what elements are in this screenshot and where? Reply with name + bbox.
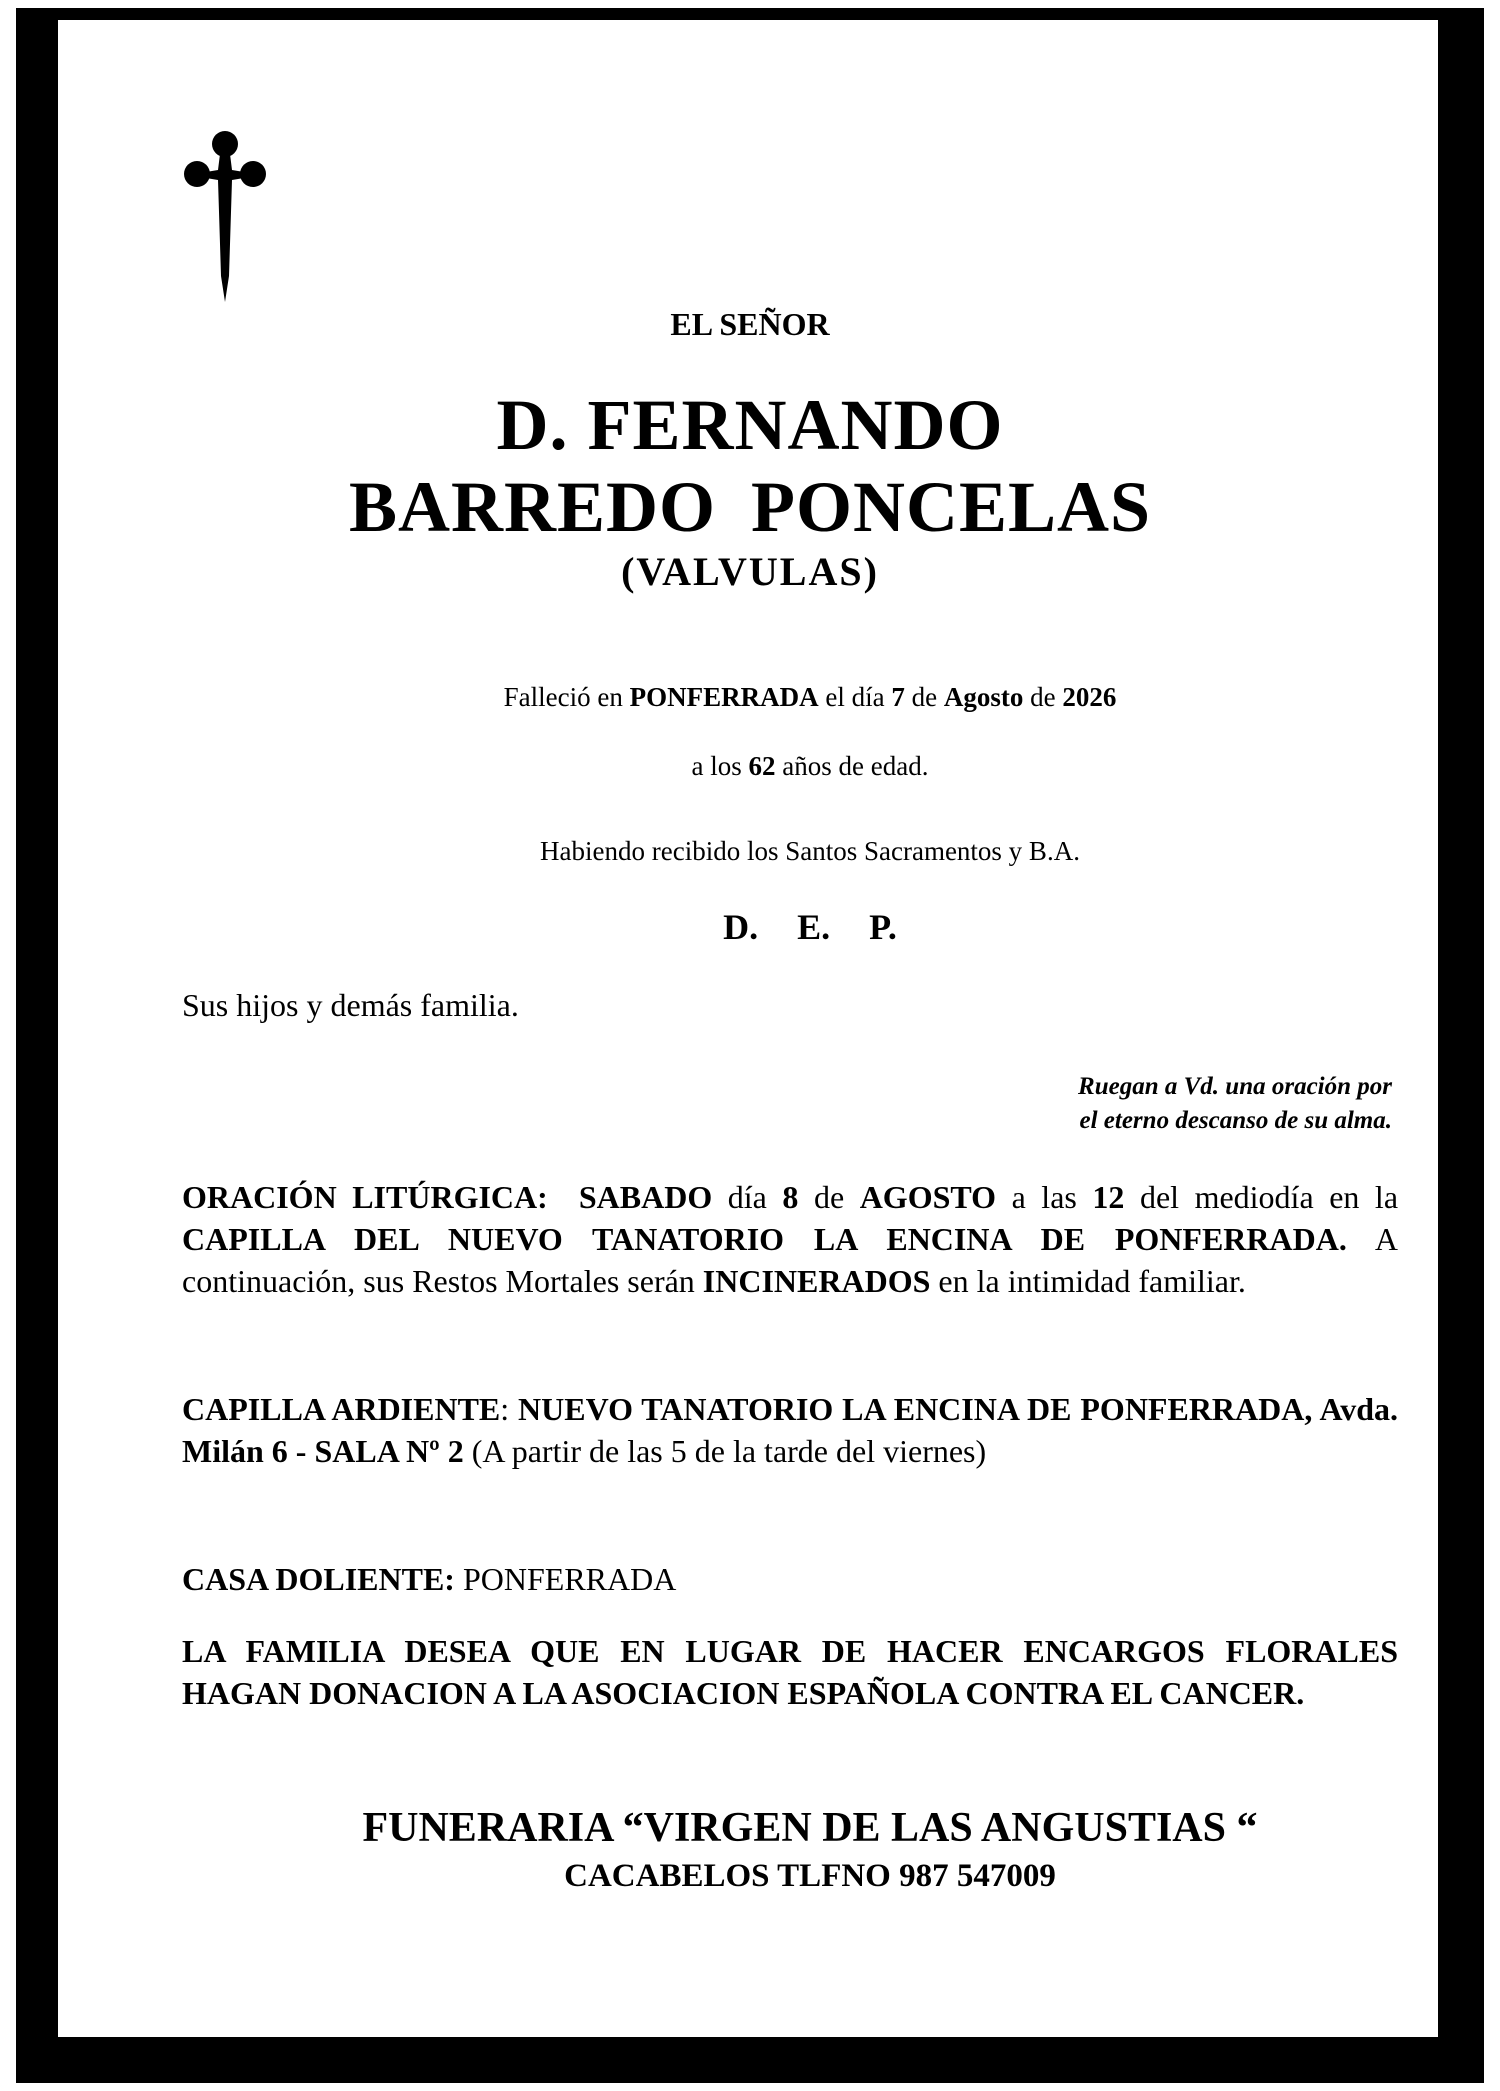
family-text: Sus hijos y demás familia. (182, 987, 519, 1023)
prayer-request (1078, 1070, 1392, 1138)
death-info: Falleció en PONFERRADA el día 7 de Agosto de 2026 (503, 682, 1117, 712)
cross-icon (180, 126, 270, 304)
prayer-request-line1: Ruegan a Vd. una oración por (1078, 1073, 1392, 1100)
chapel-paragraph: CAPILLA ARDIENTE: NUEVO TANATORIO LA ENCINA DE PONFERRADA, Avda. Milán 6 - SALA Nº 2 (A partir de las 5 de la tarde del viernes) (182, 1391, 1399, 1469)
sacraments-text: Habiendo recibido los Santos Sacramentos y B.A. (540, 836, 1080, 866)
deceased-name-line1: D. FERNANDO (496, 385, 1004, 465)
age-info: a los 62 años de edad. (691, 751, 929, 781)
funeral-home-contact: CACABELOS TLFNO 987 547009 (564, 1858, 1056, 1894)
deceased-name-line2: BARREDO PONCELAS (348, 467, 1152, 547)
dep-text: D. E. P. (723, 907, 897, 947)
liturgical-prayer-paragraph: ORACIÓN LITÚRGICA: SABADO día 8 de AGOSTO a las 12 del mediodía en la CAPILLA DEL NUEVO TANATORIO LA ENCINA DE PONFERRADA. A continuación, sus Restos Mortales serán INCINERADOS en la intimidad familiar. (182, 1179, 1399, 1299)
mourning-house-paragraph: CASA DOLIENTE: PONFERRADA (182, 1561, 677, 1597)
prayer-request-line2: el eterno descanso de su alma. (1079, 1107, 1392, 1134)
funeral-home-name: FUNERARIA “VIRGEN DE LAS ANGUSTIAS “ (362, 1805, 1258, 1851)
donation-paragraph: LA FAMILIA DESEA QUE EN LUGAR DE HACER ENCARGOS FLORALES HAGAN DONACION A LA ASOCIACION ESPAÑOLA CONTRA EL CANCER. (182, 1633, 1398, 1711)
deceased-nickname: (VALVULAS) (621, 549, 879, 594)
heading: EL SEÑOR (670, 306, 830, 342)
